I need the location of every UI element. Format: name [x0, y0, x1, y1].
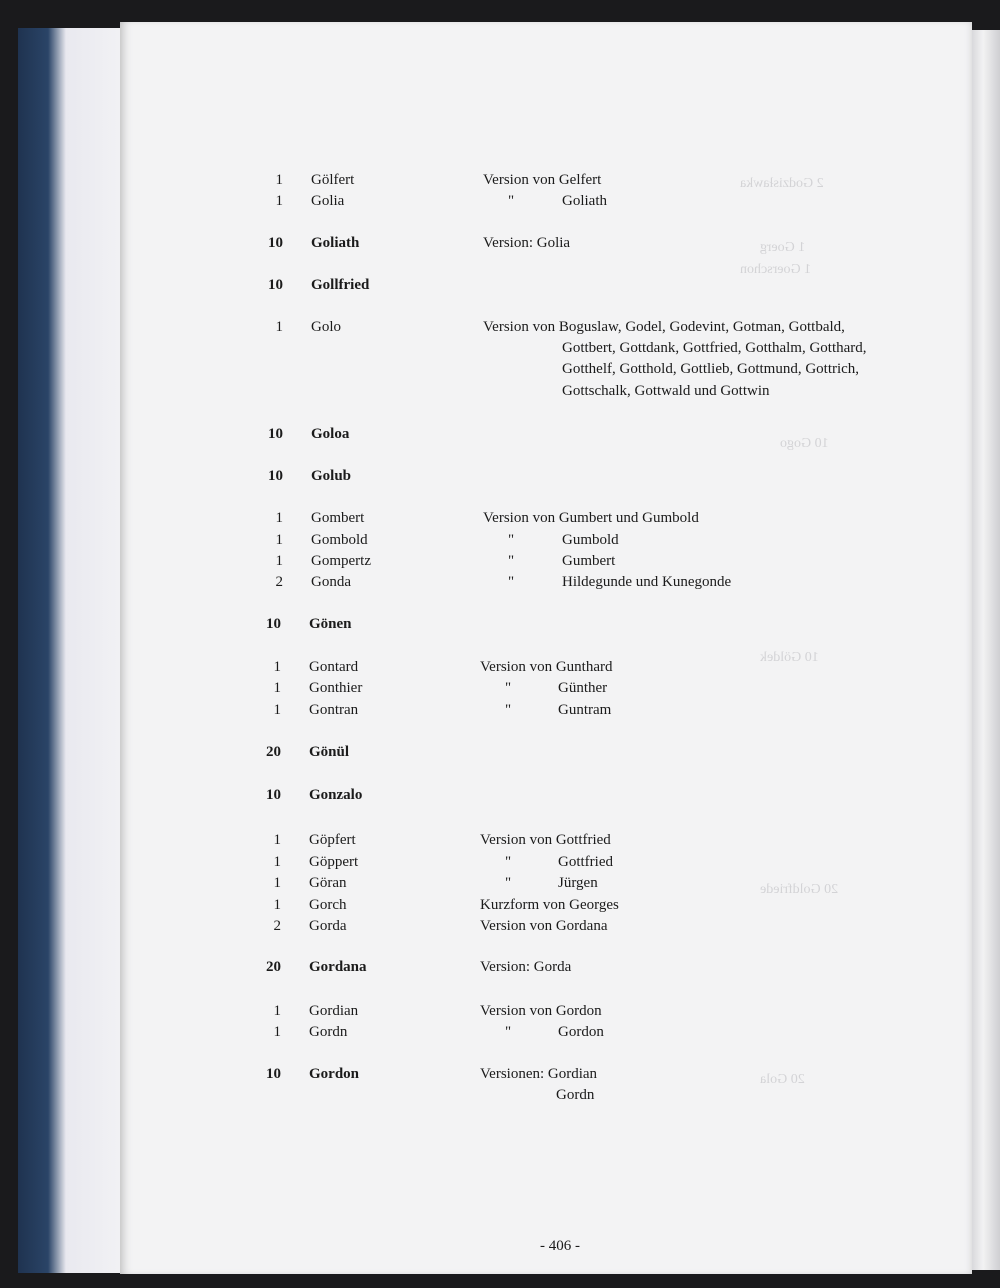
- entry-row: [0, 657, 1000, 679]
- entry-description: Version von Boguslaw, Godel, Godevint, Gotman, Gottbald,: [483, 319, 845, 335]
- entry-row: [0, 1064, 1000, 1086]
- entry-row: [0, 1022, 1000, 1044]
- ditto-mark: ": [505, 702, 512, 718]
- entry-frequency: 10: [268, 235, 283, 251]
- entry-name: Gombert: [311, 510, 365, 526]
- entry-frequency: 1: [275, 532, 283, 548]
- entry-row: [0, 957, 1000, 979]
- entry-row: [0, 742, 1000, 764]
- entry-description: Gumbert: [562, 553, 616, 569]
- entry-name: Gontard: [309, 659, 359, 675]
- entry-row: [0, 873, 1000, 895]
- entry-frequency: 10: [266, 1066, 281, 1082]
- ditto-mark: ": [505, 680, 512, 696]
- entry-name: Göppert: [309, 854, 359, 870]
- ditto-mark: ": [508, 553, 515, 569]
- entry-name: Goliath: [311, 235, 360, 251]
- entry-row: [0, 191, 1000, 213]
- entry-row: [0, 785, 1000, 807]
- entry-frequency: 2: [273, 918, 281, 934]
- entry-name: Gordian: [309, 1003, 359, 1019]
- entry-row: [0, 317, 1000, 339]
- entry-name: Göran: [309, 875, 347, 891]
- entry-name: Gölfert: [311, 172, 355, 188]
- entry-row: [0, 700, 1000, 722]
- entry-description: Version: Golia: [483, 235, 571, 251]
- entry-description-continuation: Gotthelf, Gotthold, Gottlieb, Gottmund, Gottrich,: [562, 361, 860, 377]
- entry-name: Golub: [311, 468, 352, 484]
- entry-frequency: 1: [273, 832, 281, 848]
- show-through-text: 1 Goerg: [760, 240, 806, 255]
- entry-name: Gordana: [309, 959, 367, 975]
- entry-row: [0, 678, 1000, 700]
- entry-row: [0, 551, 1000, 573]
- entry-frequency: 2: [275, 574, 283, 590]
- entry-frequency: 1: [275, 510, 283, 526]
- entry-name: Gontran: [309, 702, 359, 718]
- entry-description: Guntram: [558, 702, 612, 718]
- entry-frequency: 10: [266, 616, 281, 632]
- entry-description: Version von Gordana: [480, 918, 608, 934]
- entry-frequency: 20: [266, 744, 281, 760]
- entry-frequency: 1: [275, 193, 283, 209]
- entry-name: Golia: [311, 193, 345, 209]
- entry-description: Version von Gunthard: [480, 659, 613, 675]
- entry-name: Göpfert: [309, 832, 356, 848]
- entry-frequency: 1: [273, 702, 281, 718]
- entry-frequency: 1: [275, 172, 283, 188]
- entry-row: [0, 170, 1000, 192]
- entry-description-continuation: Gottschalk, Gottwald und Gottwin: [562, 383, 770, 399]
- ditto-mark: ": [505, 1024, 512, 1040]
- entry-name: Gönül: [309, 744, 350, 760]
- entry-row: [0, 424, 1000, 446]
- entry-name: Golo: [311, 319, 341, 335]
- entry-name: Gonthier: [309, 680, 363, 696]
- entry-name: Gordon: [309, 1066, 360, 1082]
- entry-name: Gonda: [311, 574, 351, 590]
- show-through-text: 1 Goerschon: [740, 262, 812, 277]
- entry-description: Version von Gordon: [480, 1003, 602, 1019]
- entry-row: [0, 233, 1000, 255]
- entry-row: [0, 466, 1000, 488]
- entry-name: Gompertz: [311, 553, 371, 569]
- entry-frequency: 20: [266, 959, 281, 975]
- entry-frequency: 10: [268, 426, 283, 442]
- entry-row: [0, 830, 1000, 852]
- entry-row: [0, 614, 1000, 636]
- entry-row: [0, 572, 1000, 594]
- entry-frequency: 1: [275, 553, 283, 569]
- entry-description: Günther: [558, 680, 608, 696]
- entry-frequency: 1: [273, 1024, 281, 1040]
- entry-name: Gorda: [309, 918, 347, 934]
- entry-row: [0, 275, 1000, 297]
- entry-frequency: 1: [273, 680, 281, 696]
- entry-name: Goloa: [311, 426, 350, 442]
- ditto-mark: ": [505, 854, 512, 870]
- entry-description: Kurzform von Georges: [480, 897, 619, 913]
- entry-description: Goliath: [562, 193, 607, 209]
- entry-description: Versionen: Gordian: [480, 1066, 598, 1082]
- entry-frequency: 1: [273, 1003, 281, 1019]
- entry-frequency: 10: [268, 277, 283, 293]
- show-through-text: 10 Göldek: [760, 650, 819, 665]
- entry-frequency: 10: [268, 468, 283, 484]
- ditto-mark: ": [508, 574, 515, 590]
- ditto-mark: ": [505, 875, 512, 891]
- entry-row: [0, 916, 1000, 938]
- entry-description: Version von Gelfert: [483, 172, 602, 188]
- ditto-mark: ": [508, 532, 515, 548]
- entry-name: Gonzalo: [309, 787, 363, 803]
- entry-frequency: 1: [273, 659, 281, 675]
- entry-name: Gönen: [309, 616, 352, 632]
- entry-description: Jürgen: [558, 875, 598, 891]
- entry-frequency: 1: [273, 897, 281, 913]
- entry-description-continuation: Gottbert, Gottdank, Gottfried, Gotthalm, Gotthard,: [562, 340, 867, 356]
- entry-description-continuation: Gordn: [556, 1087, 595, 1103]
- entry-frequency: 1: [273, 875, 281, 891]
- entry-frequency: 1: [275, 319, 283, 335]
- entry-description: Gordon: [558, 1024, 604, 1040]
- entry-row: [0, 530, 1000, 552]
- entry-description: Hildegunde und Kunegonde: [562, 574, 732, 590]
- entry-name: Gorch: [309, 897, 347, 913]
- entry-description: Version von Gottfried: [480, 832, 611, 848]
- entry-name: Gombold: [311, 532, 368, 548]
- entry-description: Gottfried: [558, 854, 613, 870]
- entry-description: Version von Gumbert und Gumbold: [483, 510, 699, 526]
- entry-name: Gollfried: [311, 277, 370, 293]
- entry-row: [0, 895, 1000, 917]
- show-through-text: 2 Godzisławka: [740, 176, 824, 191]
- entry-description: Gumbold: [562, 532, 619, 548]
- page-number: - 406 -: [540, 1238, 580, 1254]
- show-through-text: 20 Goldfriede: [760, 882, 839, 897]
- entry-name: Gordn: [309, 1024, 348, 1040]
- show-through-text: 20 Gola: [760, 1072, 805, 1087]
- entry-row: [0, 508, 1000, 530]
- entry-row: [0, 1001, 1000, 1023]
- entry-row: [0, 852, 1000, 874]
- entry-frequency: 1: [273, 854, 281, 870]
- ditto-mark: ": [508, 193, 515, 209]
- entry-frequency: 10: [266, 787, 281, 803]
- entry-description: Version: Gorda: [480, 959, 572, 975]
- show-through-text: 10 Gogo: [780, 436, 829, 451]
